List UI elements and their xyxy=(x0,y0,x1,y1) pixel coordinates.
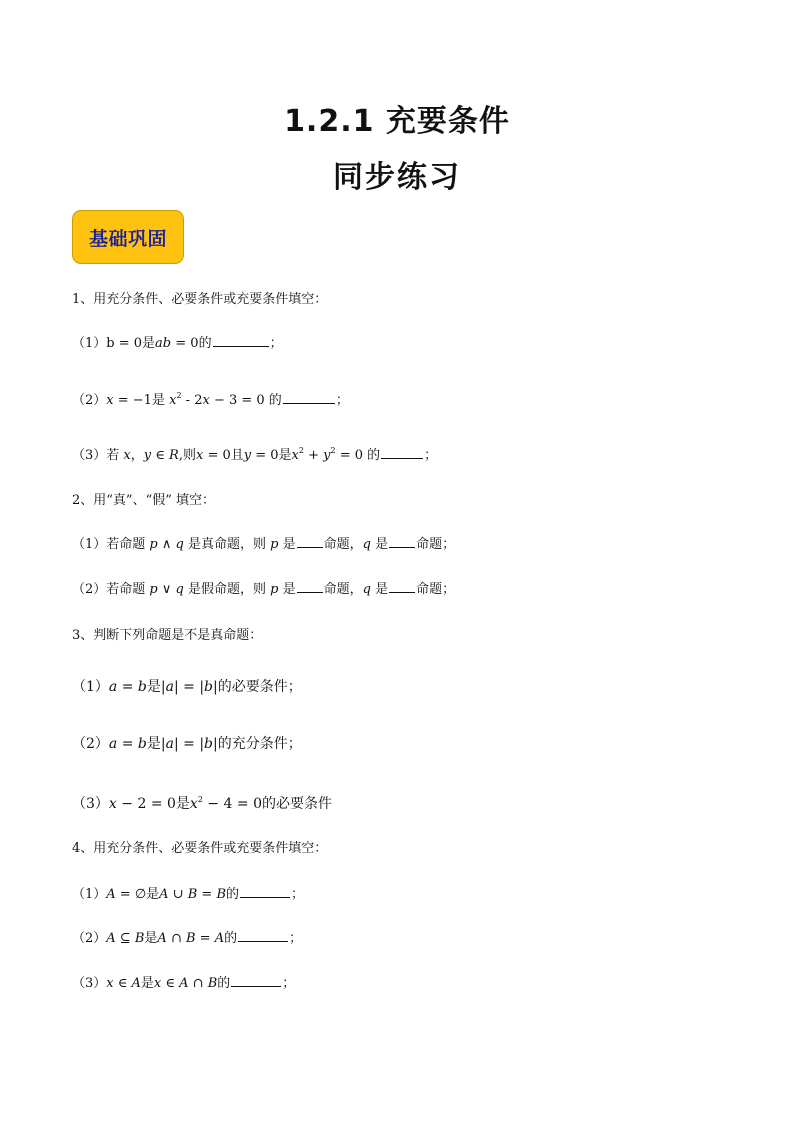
answer-blank[interactable] xyxy=(297,580,323,593)
answer-blank[interactable] xyxy=(213,334,269,347)
text: 的 xyxy=(217,976,231,991)
math-var: a xyxy=(108,679,118,695)
math-text: + xyxy=(303,448,324,463)
math-text: = xyxy=(117,736,138,752)
text: 的 xyxy=(224,931,238,946)
math-var: p xyxy=(270,582,279,597)
math-var: b xyxy=(204,679,214,695)
math-text: b = 0 xyxy=(106,336,143,351)
item-number: （3） xyxy=(72,976,107,991)
math-var: A xyxy=(106,887,116,902)
math-var: y xyxy=(143,448,152,463)
q3-item-3 xyxy=(72,790,332,814)
q3-item-2 xyxy=(72,734,302,754)
math-var: A xyxy=(214,931,225,946)
text: 是 xyxy=(370,582,389,597)
superscript: 2 xyxy=(176,391,182,400)
math-var: A xyxy=(159,887,169,902)
math-var: A xyxy=(157,931,167,946)
item-number: （2） xyxy=(72,931,107,946)
math-var: x xyxy=(195,448,204,463)
math-var: A xyxy=(131,976,141,991)
item-number: （2） xyxy=(72,736,109,752)
answer-blank[interactable] xyxy=(389,580,415,593)
answer-blank[interactable] xyxy=(238,929,288,942)
section-badge: 基础巩固 xyxy=(72,210,184,264)
text: ， xyxy=(130,448,144,463)
math-var: x xyxy=(108,796,117,812)
superscript: 2 xyxy=(197,795,203,804)
math-text: ∈ xyxy=(113,976,132,991)
math-var: p xyxy=(149,582,158,597)
document-title: 1.2.1 充要条件 xyxy=(284,104,510,139)
math-text: 是| xyxy=(146,679,166,695)
answer-blank[interactable] xyxy=(231,974,281,987)
text: 若 xyxy=(106,448,124,463)
q4-stem: 4、用充分条件、必要条件或充要条件填空： xyxy=(72,841,328,856)
answer-blank[interactable] xyxy=(389,535,415,548)
math-text: = −1是 xyxy=(113,393,170,408)
answer-blank[interactable] xyxy=(283,391,335,404)
math-text: - 2 xyxy=(181,393,203,408)
item-number: （1） xyxy=(72,887,107,902)
text: 命题， xyxy=(323,582,363,597)
math-var: x xyxy=(169,393,177,408)
answer-blank[interactable] xyxy=(240,885,290,898)
math-text: = 0 的 xyxy=(335,448,381,463)
text: 的 xyxy=(226,887,240,902)
text: − 4 = 0的必要条件 xyxy=(202,796,332,812)
text: ,则 xyxy=(178,448,196,463)
math-var: b xyxy=(137,736,147,752)
item-number: （1） xyxy=(72,537,107,552)
text: 是 xyxy=(140,976,154,991)
math-var: R xyxy=(169,448,179,463)
math-var: y xyxy=(323,448,331,463)
math-text: | = | xyxy=(173,679,205,695)
math-var: q xyxy=(175,582,184,597)
math-var: p xyxy=(270,537,279,552)
text: 命题， xyxy=(323,537,363,552)
q4-item-3 xyxy=(72,974,295,994)
text: 是 xyxy=(144,931,158,946)
q2-stem: 2、用“真”、“假” 填空： xyxy=(72,493,215,508)
math-var: a xyxy=(165,736,174,752)
document-subtitle: 同步练习 xyxy=(333,160,461,195)
punct: ； xyxy=(424,448,438,463)
math-text: = xyxy=(117,679,138,695)
math-var: a xyxy=(165,679,174,695)
math-var: q xyxy=(175,537,184,552)
math-var: x xyxy=(153,976,162,991)
text: 是 xyxy=(278,582,296,597)
q2-item-2 xyxy=(72,580,455,600)
punct: ； xyxy=(291,887,305,902)
math-var: p xyxy=(149,537,158,552)
q4-item-2 xyxy=(72,929,302,949)
answer-blank[interactable] xyxy=(381,446,423,459)
math-text: = 0是 xyxy=(251,448,292,463)
text: |的必要条件 xyxy=(213,679,288,695)
math-var: x xyxy=(291,448,299,463)
text: 是真命题，则 xyxy=(183,537,271,552)
item-number: （3） xyxy=(72,796,109,812)
superscript: 2 xyxy=(298,446,304,455)
q2-item-1 xyxy=(72,535,455,555)
text: 是 xyxy=(278,537,296,552)
text: 的 xyxy=(198,336,212,351)
punct: ； xyxy=(282,976,296,991)
math-text: ∩ xyxy=(166,931,186,946)
q1-item-3 xyxy=(72,441,437,466)
math-text: ∩ xyxy=(188,976,208,991)
text: 是 xyxy=(370,537,389,552)
answer-blank[interactable] xyxy=(297,535,323,548)
item-number: （1） xyxy=(72,336,107,351)
math-text: ⊆ xyxy=(115,931,135,946)
math-var: a xyxy=(108,736,118,752)
math-text: − 2 = 0是 xyxy=(116,796,190,812)
punct: ； xyxy=(287,736,302,752)
math-text: 是| xyxy=(146,736,166,752)
superscript: 2 xyxy=(330,446,336,455)
math-var: q xyxy=(362,582,371,597)
item-number: （1） xyxy=(72,679,109,695)
item-number: （3） xyxy=(72,448,107,463)
punct: ； xyxy=(289,931,303,946)
math-var: B xyxy=(185,931,196,946)
math-var: x xyxy=(202,393,210,408)
item-number: （2） xyxy=(72,393,107,408)
math-text: ∈ xyxy=(151,448,170,463)
q3-item-1 xyxy=(72,677,302,697)
text: 若命题 xyxy=(106,537,150,552)
math-var: x xyxy=(189,796,198,812)
math-var: B xyxy=(187,887,198,902)
q3-stem: 3、判断下列命题是不是真命题： xyxy=(72,628,263,643)
q1-item-2 xyxy=(72,386,349,411)
q1-stem: 1、用充分条件、必要条件或充要条件填空： xyxy=(72,292,328,307)
q4-item-1 xyxy=(72,885,304,905)
punct: ； xyxy=(287,679,302,695)
punct: ； xyxy=(335,393,349,408)
q1-item-1 xyxy=(72,334,283,354)
math-text: = xyxy=(197,887,217,902)
math-text: = 0且 xyxy=(203,448,244,463)
math-text: ∧ xyxy=(157,537,176,552)
math-var: B xyxy=(216,887,227,902)
math-var: q xyxy=(362,537,371,552)
math-var: B xyxy=(134,931,145,946)
math-text: ∨ xyxy=(157,582,176,597)
math-var: b xyxy=(204,736,214,752)
math-var: ab xyxy=(155,336,172,351)
math-var: x xyxy=(123,448,131,463)
math-text: = 0 xyxy=(171,336,199,351)
math-var: y xyxy=(243,448,252,463)
math-text: = xyxy=(195,931,215,946)
text: 命题； xyxy=(416,582,456,597)
math-var: x xyxy=(106,393,114,408)
text: 是假命题，则 xyxy=(183,582,271,597)
math-var: b xyxy=(137,679,147,695)
math-text: | = | xyxy=(173,736,205,752)
text: 是 xyxy=(142,336,156,351)
text: 若命题 xyxy=(106,582,150,597)
punct: ； xyxy=(269,336,283,351)
item-number: （2） xyxy=(72,582,107,597)
math-var: B xyxy=(207,976,218,991)
text: 命题； xyxy=(416,537,456,552)
math-var: A xyxy=(179,976,189,991)
math-text: − 3 = 0 的 xyxy=(209,393,282,408)
text: |的充分条件 xyxy=(213,736,288,752)
math-var: x xyxy=(106,976,114,991)
math-text: = ∅是 xyxy=(115,887,160,902)
math-text: ∈ xyxy=(161,976,180,991)
math-text: ∪ xyxy=(168,887,188,902)
math-var: A xyxy=(106,931,116,946)
